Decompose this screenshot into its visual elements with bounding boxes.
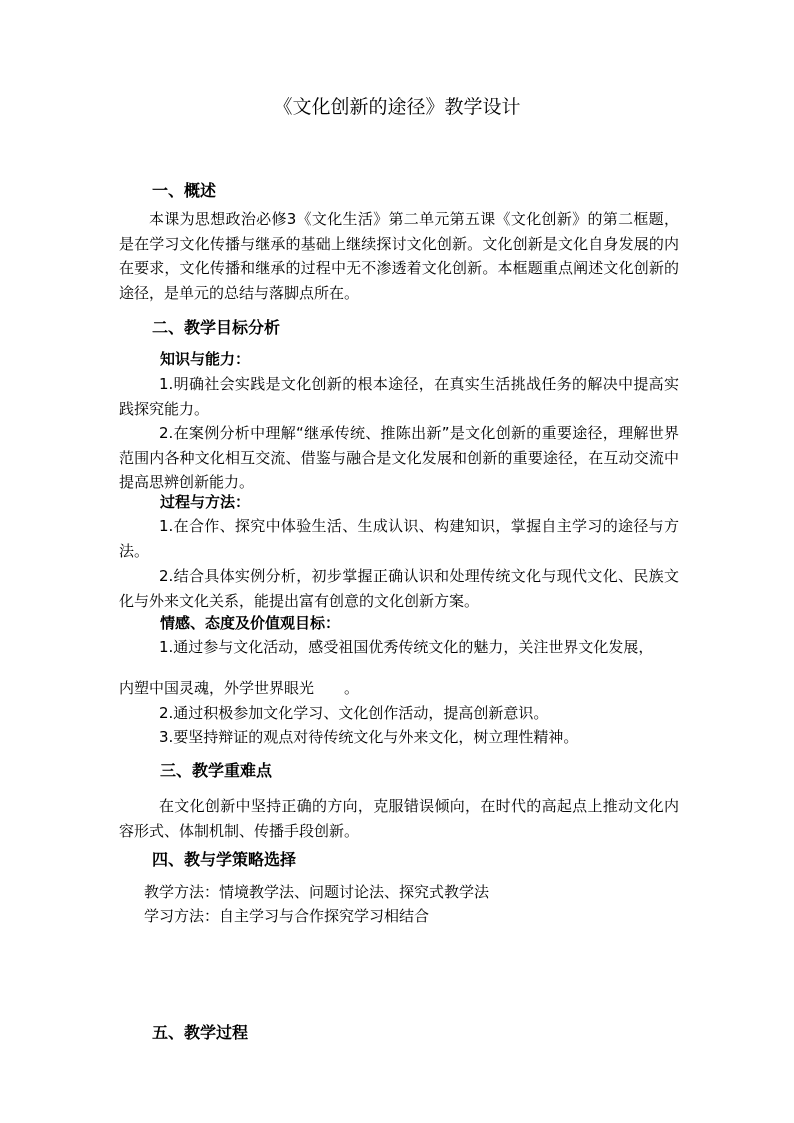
- section-heading-goals: 二、教学目标分析: [152, 318, 281, 337]
- section-heading-process: 五、教学过程: [152, 1023, 249, 1042]
- page-title: 《文化创新的途径》教学设计: [273, 96, 521, 118]
- goals-process-label: 过程与方法：: [160, 493, 251, 511]
- goals-knowledge-item-2: 2.在案例分析中理解“继承传统、推陈出新”是文化创新的重要途径，理解世界范围内各种文化相互交流、借鉴与融合是文化发展和创新的重要途径，在互动交流中提高思辨创新能力。: [119, 424, 679, 491]
- teaching-methods: 教学方法：情境教学法、问题讨论法、探究式教学法: [144, 883, 490, 901]
- goals-emotion-item-2: 2.通过积极参加文化学习、文化创作活动，提高创新意识。: [159, 704, 549, 722]
- overview-paragraph: 本课为思想政治必修3《文化生活》第二单元第五课《文化创新》的第二框题，是在学习文化传播与继承的基础上继续探讨文化创新。文化创新是文化自身发展的内在要求，文化传播和继承的过程中无不渗透着文化创新。本框题重点阐述文化创新的途径，是单元的总结与落脚点所在。: [119, 210, 679, 302]
- key-points-paragraph: 在文化创新中坚持正确的方向，克服错误倾向，在时代的高起点上推动文化内容形式、体制机制、传播手段创新。: [119, 797, 679, 840]
- goals-emotion-item-1-line-2: 内塑中国灵魂，外学世界眼光 。: [119, 679, 360, 697]
- goals-process-item-1: 1.在合作、探究中体验生活、生成认识、构建知识，掌握自主学习的途径与方法。: [119, 517, 679, 560]
- goals-emotion-item-3: 3.要坚持辩证的观点对待传统文化与外来文化，树立理性精神。: [159, 728, 579, 746]
- goals-emotion-label: 情感、态度及价值观目标：: [160, 614, 341, 632]
- goals-emotion-item-1-line-1: 1.通过参与文化活动，感受祖国优秀传统文化的魅力，关注世界文化发展，: [159, 638, 654, 656]
- section-heading-strategies: 四、教与学策略选择: [152, 850, 297, 869]
- learning-methods: 学习方法：自主学习与合作探究学习相结合: [144, 907, 430, 925]
- section-heading-overview: 一、概述: [152, 181, 217, 200]
- goals-knowledge-label: 知识与能力：: [160, 350, 251, 368]
- section-heading-key-points: 三、教学重难点: [160, 761, 273, 780]
- goals-knowledge-item-1: 1.明确社会实践是文化创新的根本途径，在真实生活挑战任务的解决中提高实践探究能力。: [119, 375, 679, 418]
- goals-process-item-2: 2.结合具体实例分析，初步掌握正确认识和处理传统文化与现代文化、民族文化与外来文化关系，能提出富有创意的文化创新方案。: [119, 567, 679, 610]
